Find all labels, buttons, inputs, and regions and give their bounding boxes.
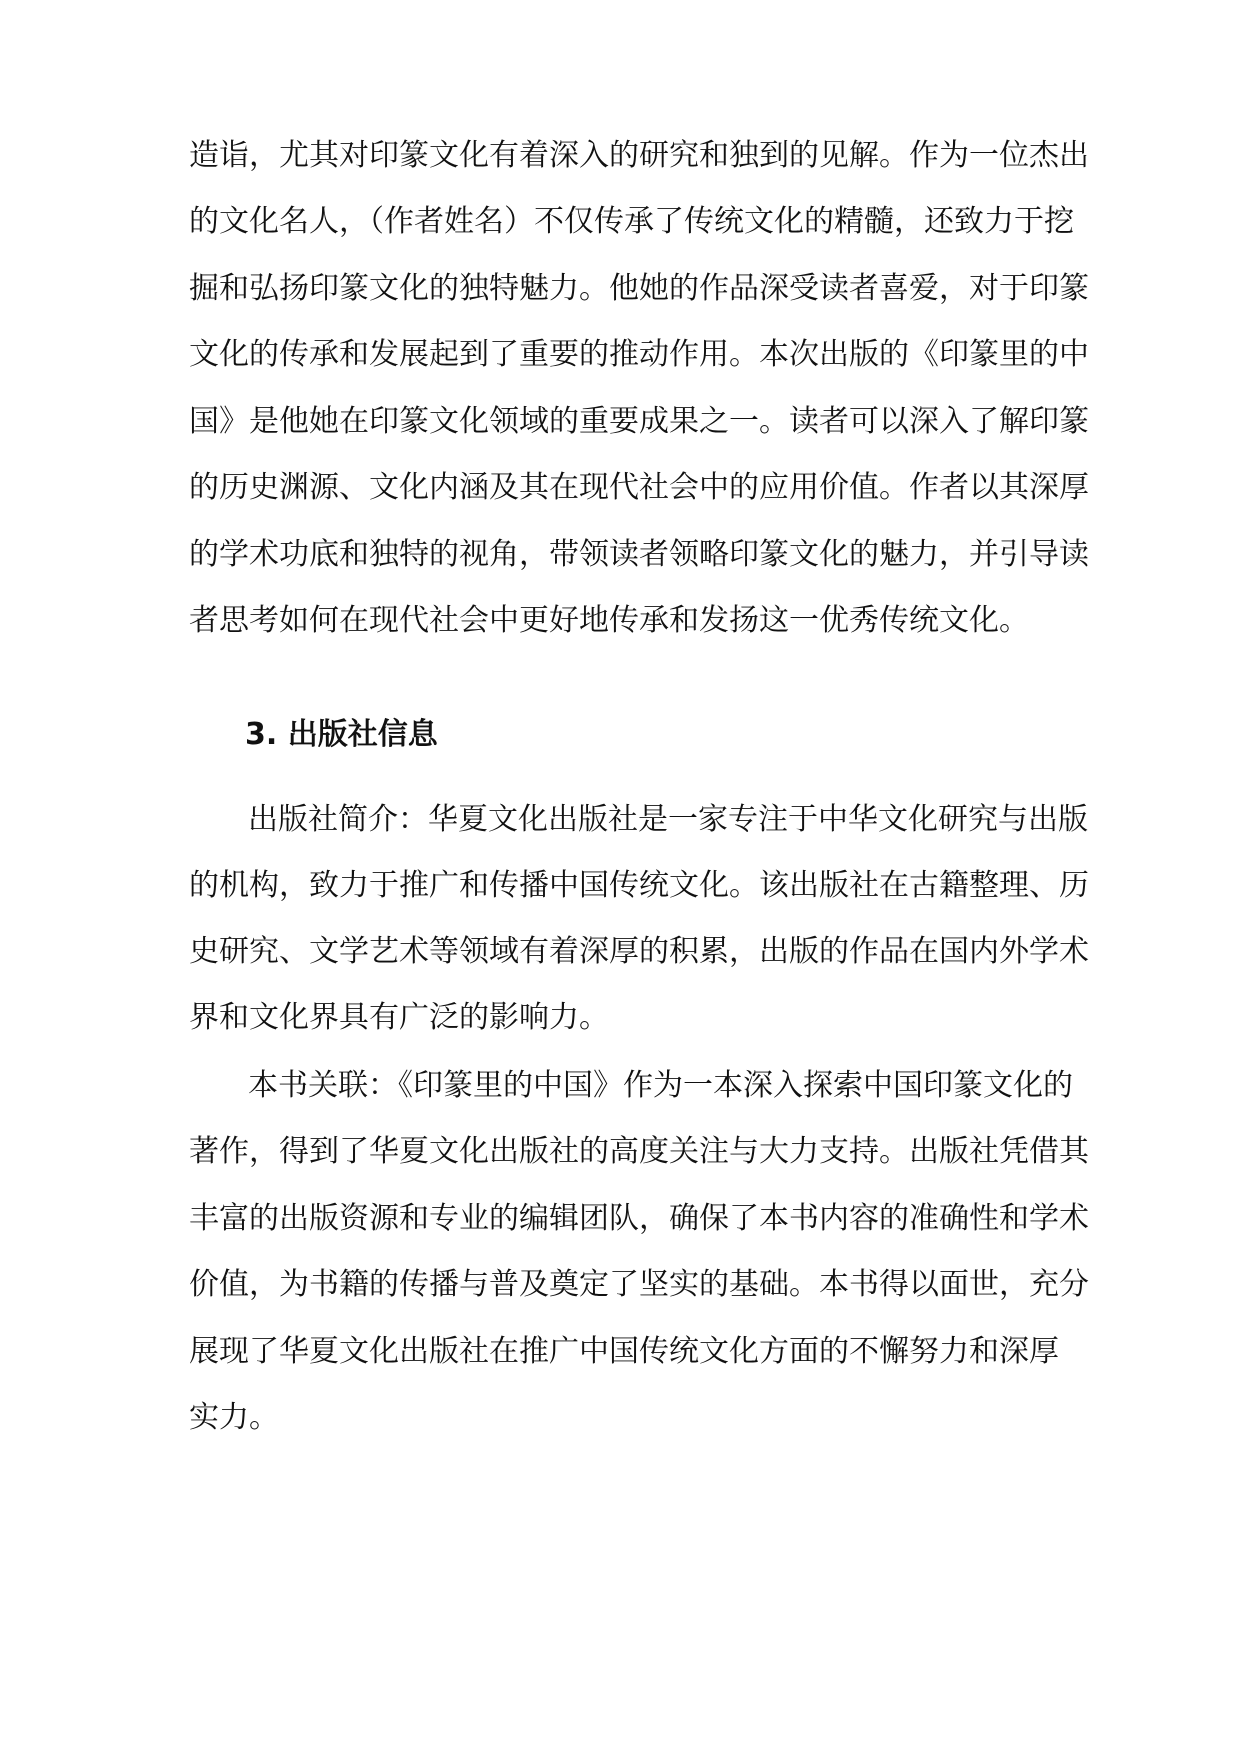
paragraph-line: 的文化名人，（作者姓名）不仅传承了传统文化的精髓，还致力于挖: [189, 204, 1074, 239]
paragraph-line: 本书关联：《印篆里的中国》作为一本深入探索中国印篆文化的: [248, 1068, 1073, 1103]
paragraph-line: 丰富的出版资源和专业的编辑团队，确保了本书内容的准确性和学术: [189, 1201, 1089, 1236]
paragraph-line: 展现了华夏文化出版社在推广中国传统文化方面的不懈努力和深厚: [189, 1334, 1059, 1369]
paragraph-line: 的历史渊源、文化内涵及其在现代社会中的应用价值。作者以其深厚: [189, 470, 1089, 505]
paragraph-line: 者思考如何在现代社会中更好地传承和发扬这一优秀传统文化。: [189, 603, 1029, 638]
paragraph-line: 价值，为书籍的传播与普及奠定了坚实的基础。本书得以面世，充分: [189, 1267, 1089, 1302]
paragraph-line: 的机构，致力于推广和传播中国传统文化。该出版社在古籍整理、历: [189, 868, 1089, 903]
paragraph-line: 出版社简介：华夏文化出版社是一家专注于中华文化研究与出版: [248, 802, 1088, 837]
paragraph-line: 造诣，尤其对印篆文化有着深入的研究和独到的见解。作为一位杰出: [189, 138, 1089, 173]
paragraph-line: 史研究、文学艺术等领域有着深厚的积累，出版的作品在国内外学术: [189, 934, 1089, 969]
paragraph-line: 界和文化界具有广泛的影响力。: [189, 1000, 609, 1035]
paragraph-line: 实力。: [189, 1400, 279, 1435]
paragraph-line: 著作，得到了华夏文化出版社的高度关注与大力支持。出版社凭借其: [189, 1134, 1089, 1169]
paragraph-line: 文化的传承和发展起到了重要的推动作用。本次出版的《印篆里的中: [189, 337, 1089, 372]
paragraph-line: 掘和弘扬印篆文化的独特魅力。他她的作品深受读者喜爱，对于印篆: [189, 271, 1089, 306]
paragraph-line: 国》是他她在印篆文化领域的重要成果之一。读者可以深入了解印篆: [189, 404, 1089, 439]
section-heading: 3. 出版社信息: [245, 717, 438, 752]
paragraph-line: 的学术功底和独特的视角，带领读者领略印篆文化的魅力，并引导读: [189, 537, 1089, 572]
